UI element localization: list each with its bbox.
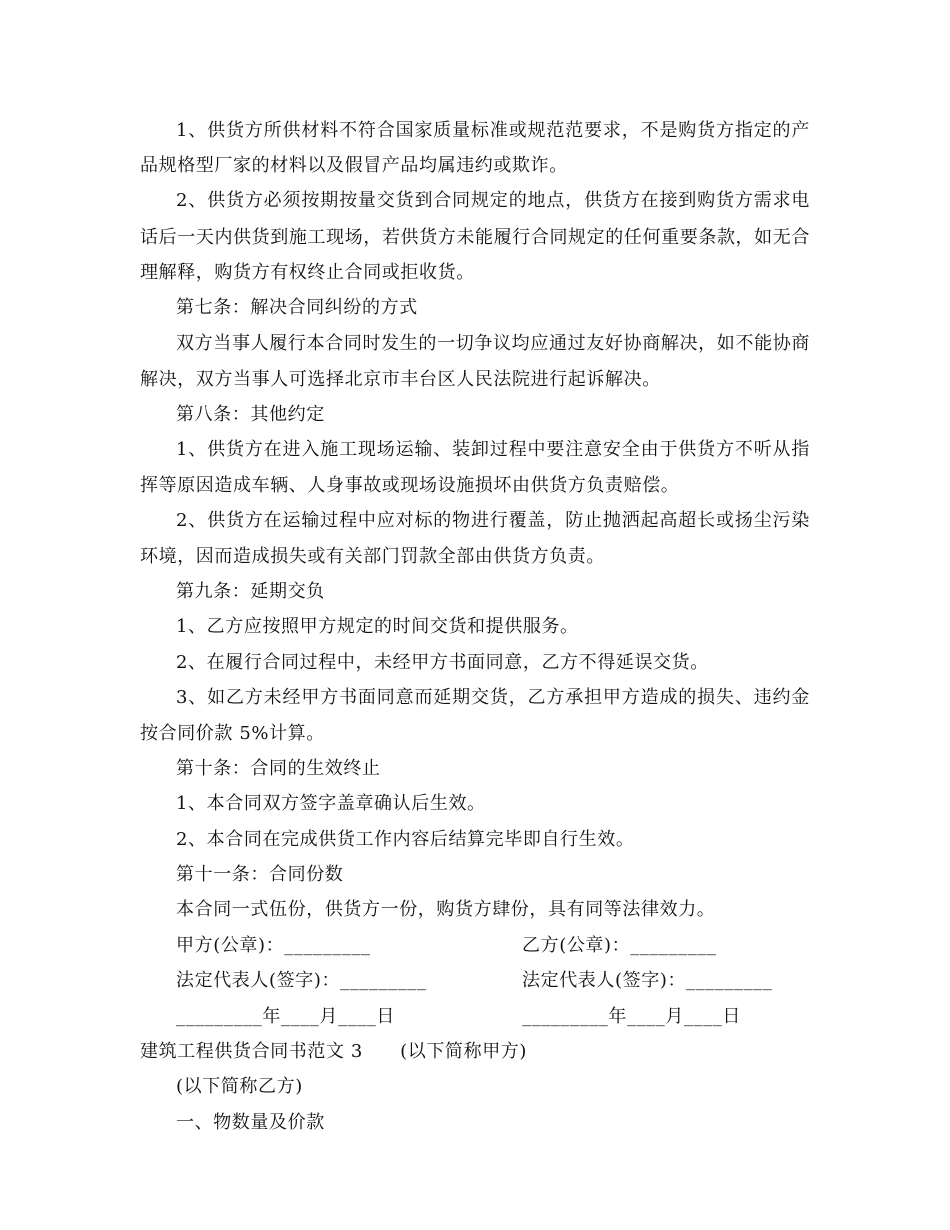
paragraph-line: 2、供货方在运输过程中应对标的物进行覆盖，防止抛洒起高超长或扬尘污染 bbox=[176, 510, 810, 531]
section-heading: 一、物数量及价款 bbox=[176, 1112, 325, 1133]
paragraph-line: 双方当事人履行本合同时发生的一切争议均应通过友好协商解决，如不能协商 bbox=[176, 333, 810, 354]
next-document-title: 建筑工程供货合同书范文 3 (以下简称甲方) bbox=[140, 1041, 528, 1062]
party-b-representative-field: 法定代表人(签字)：_________ bbox=[522, 970, 773, 991]
section-heading: 第十一条：合同份数 bbox=[176, 864, 344, 885]
paragraph-line: 挥等原因造成车辆、人身事故或现场设施损坏由供货方负责赔偿。 bbox=[140, 475, 680, 496]
party-b-seal-field: 乙方(公章)：_________ bbox=[522, 935, 717, 956]
party-a-representative-field: 法定代表人(签字)：_________ bbox=[176, 970, 427, 991]
paragraph-line: 环境，因而造成损失或有关部门罚款全部由供货方负责。 bbox=[140, 546, 605, 567]
paragraph-line: 1、供货方所供材料不符合国家质量标准或规范范要求，不是购货方指定的产 bbox=[176, 120, 810, 141]
paragraph-line: 本合同一式伍份，供货方一份，购货方肆份，具有同等法律效力。 bbox=[176, 899, 716, 920]
paragraph-line: (以下简称乙方) bbox=[176, 1076, 303, 1097]
section-heading: 第七条：解决合同纠纷的方式 bbox=[176, 297, 418, 318]
section-heading: 第八条：其他约定 bbox=[176, 404, 325, 425]
paragraph-line: 1、本合同双方签字盖章确认后生效。 bbox=[176, 793, 486, 814]
paragraph-line: 话后一天内供货到施工现场，若供货方未能履行合同规定的任何重要条款，如无合 bbox=[140, 227, 810, 248]
section-heading: 第九条：延期交负 bbox=[176, 581, 325, 602]
paragraph-line: 2、在履行合同过程中，未经甲方书面同意，乙方不得延误交货。 bbox=[176, 652, 709, 673]
paragraph-line: 2、本合同在完成供货工作内容后结算完毕即自行生效。 bbox=[176, 829, 635, 850]
paragraph-line: 品规格型厂家的材料以及假冒产品均属违约或欺诈。 bbox=[140, 155, 568, 176]
paragraph-line: 解决，双方当事人可选择北京市丰台区人民法院进行起诉解决。 bbox=[140, 369, 661, 390]
section-heading: 第十条：合同的生效终止 bbox=[176, 758, 381, 779]
party-a-seal-field: 甲方(公章)：_________ bbox=[176, 935, 371, 956]
paragraph-line: 1、乙方应按照甲方规定的时间交货和提供服务。 bbox=[176, 616, 579, 637]
paragraph-line: 2、供货方必须按期按量交货到合同规定的地点，供货方在接到购货方需求电 bbox=[176, 190, 810, 211]
party-a-date-field: _________年____月____日 bbox=[176, 1006, 395, 1027]
paragraph-line: 按合同价款 5%计算。 bbox=[140, 723, 325, 744]
paragraph-line: 3、如乙方未经甲方书面同意而延期交货，乙方承担甲方造成的损失、违约金 bbox=[176, 687, 810, 708]
paragraph-line: 理解释，购货方有权终止合同或拒收货。 bbox=[140, 262, 475, 283]
paragraph-line: 1、供货方在进入施工现场运输、装卸过程中要注意安全由于供货方不听从指 bbox=[176, 439, 810, 460]
party-b-date-field: _________年____月____日 bbox=[522, 1006, 741, 1027]
